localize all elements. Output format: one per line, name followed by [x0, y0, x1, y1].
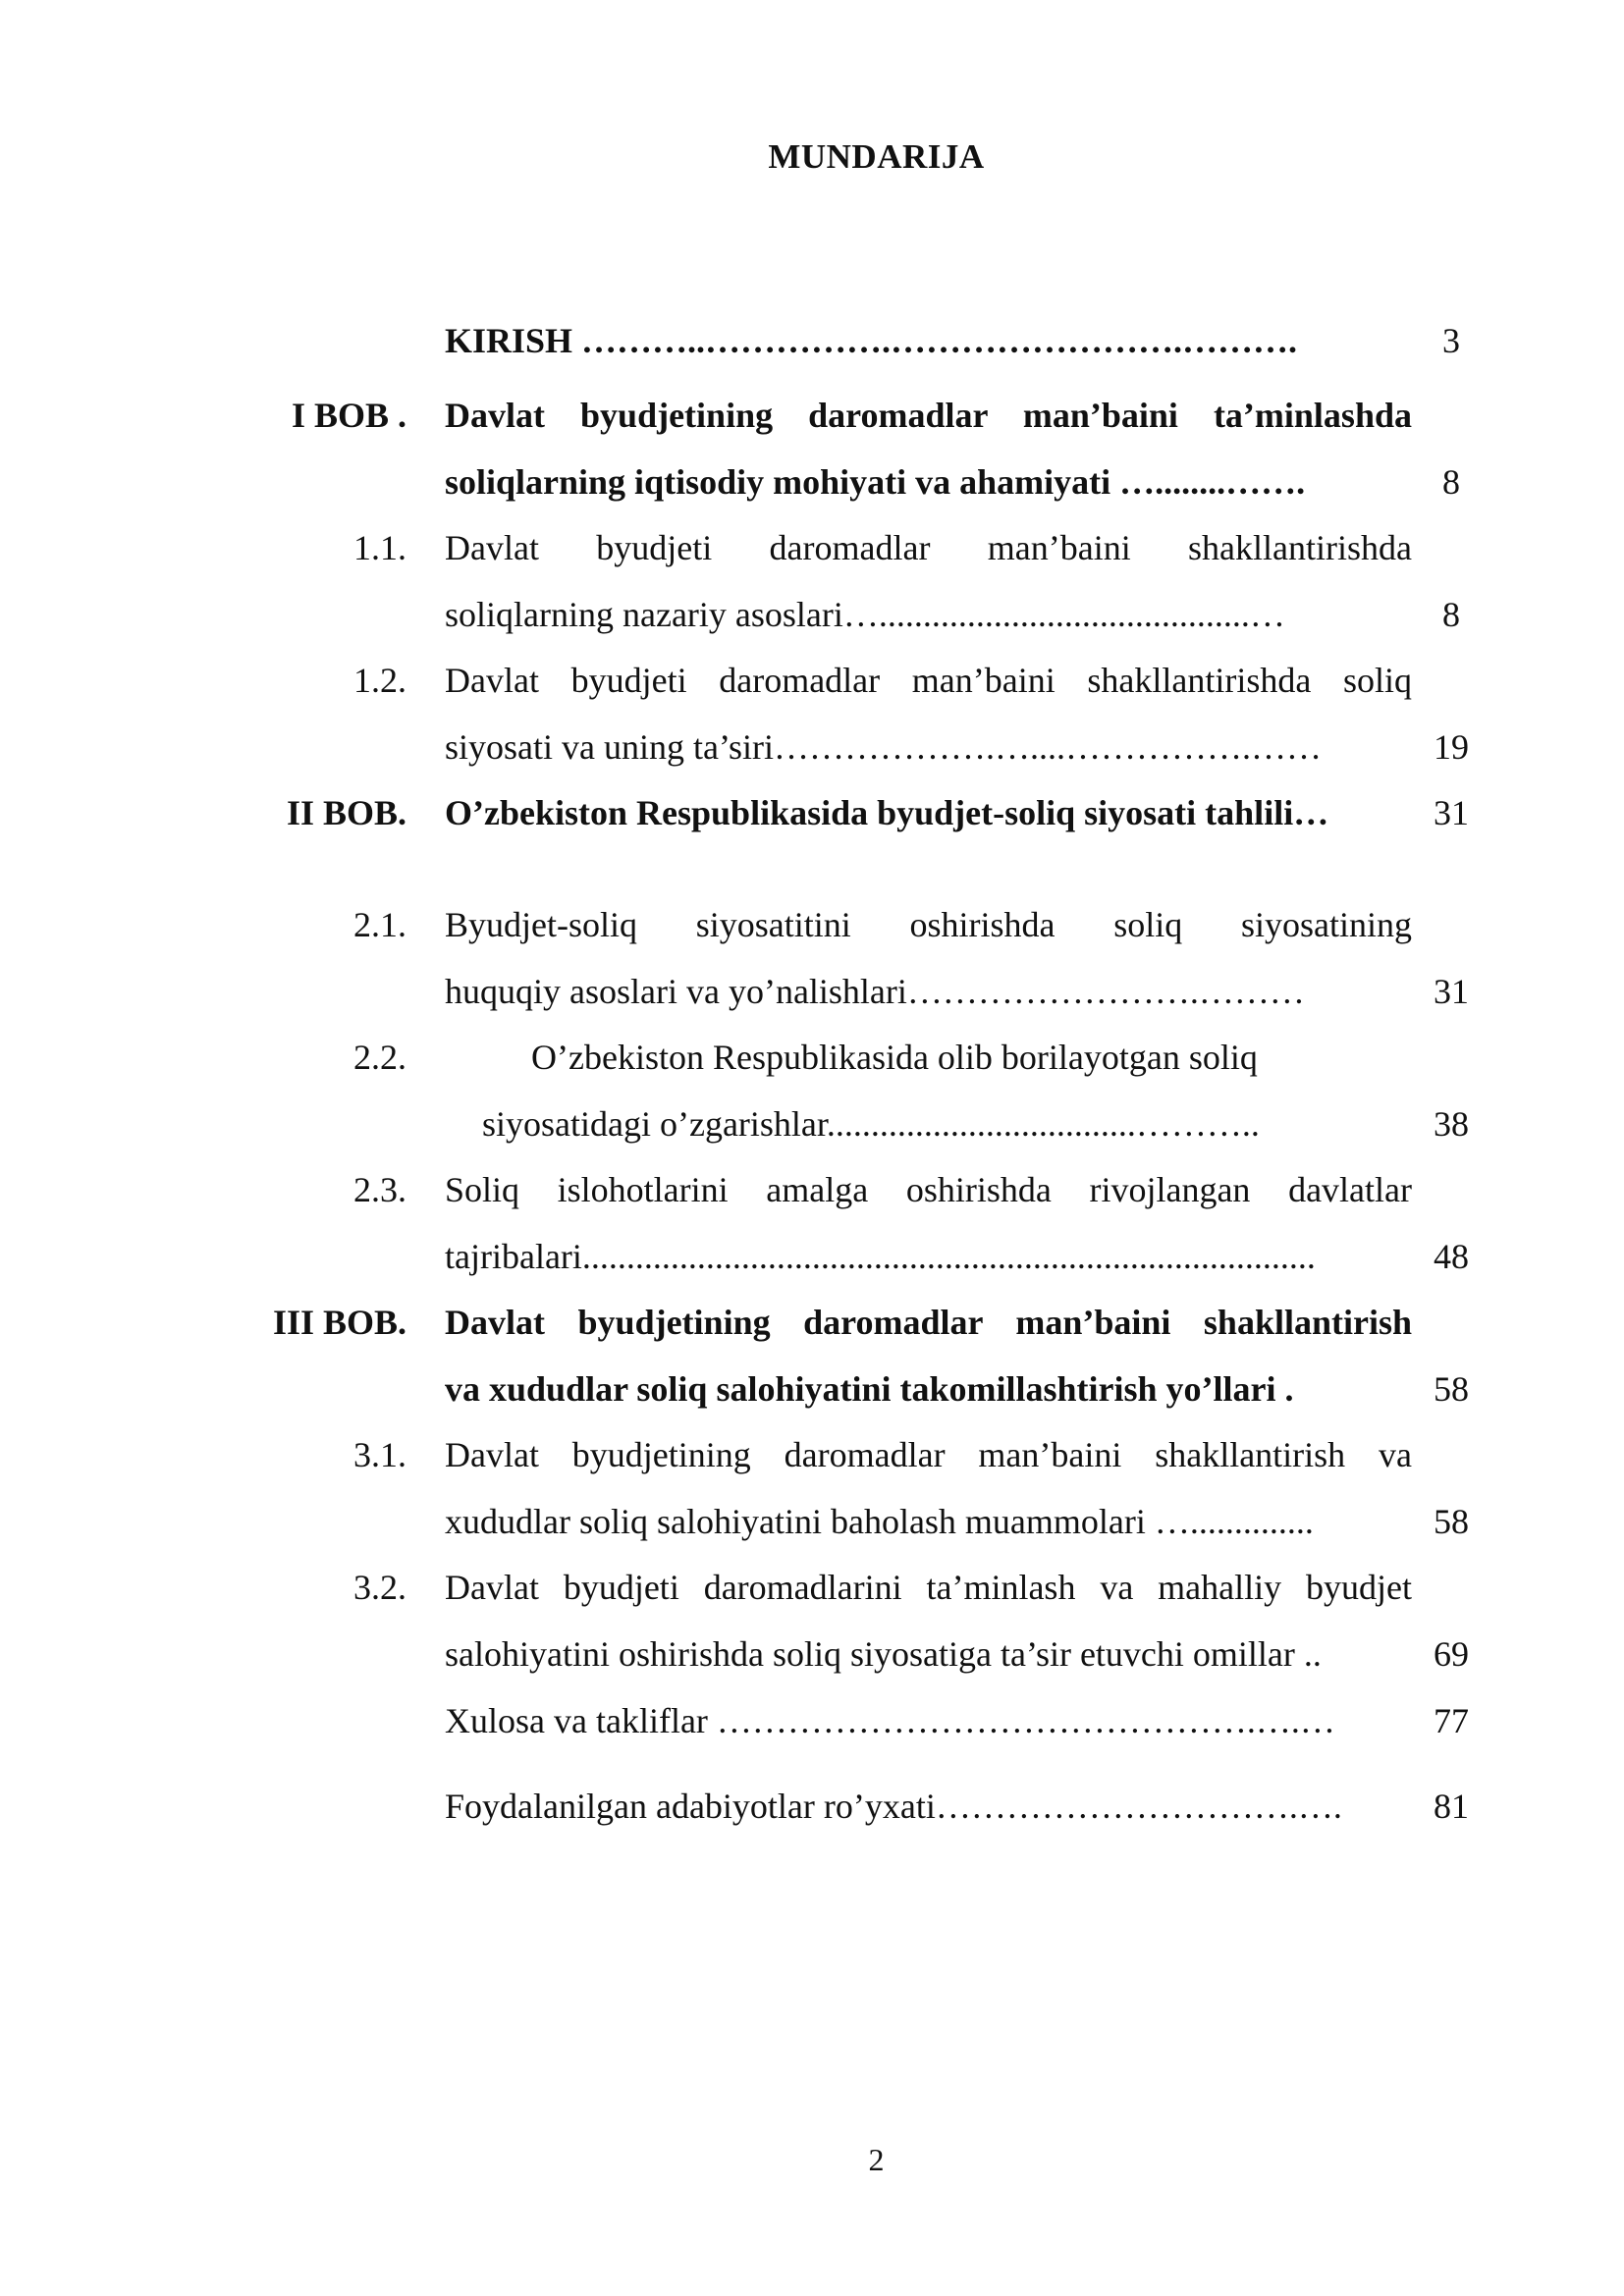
- toc-entry-page: 77: [1434, 1701, 1469, 1740]
- toc-entry-line: soliqlarning iqtisodiy mohiyati va ahamiyati …........…….: [445, 462, 1306, 502]
- toc-entry-line: Soliq islohotlarini amalga oshirishda rivojlangan davlatlar: [445, 1170, 1412, 1209]
- toc-entry-line: Davlat byudjetining daromadlar man’baini ta’minlashda: [445, 396, 1412, 435]
- toc-entry-page: 69: [1434, 1634, 1469, 1674]
- toc-entry-page: 8: [1442, 595, 1460, 634]
- toc-entry-line: tajribalari...................................................................................: [445, 1237, 1316, 1276]
- toc-entry-label: 2.3.: [353, 1170, 406, 1209]
- toc-entry-line: siyosati va uning ta’siri……………….…....…………….……: [445, 727, 1322, 767]
- toc-entry-label: 1.1.: [353, 528, 406, 567]
- toc-entry-label: II BOB.: [286, 793, 406, 832]
- toc-entry-line: Davlat byudjeti daromadlarini ta’minlash va mahalliy byudjet: [445, 1568, 1412, 1607]
- toc-entry-label: 3.1.: [353, 1435, 406, 1474]
- toc-entry-line: Davlat byudjetining daromadlar man’baini shakllantirish va: [445, 1435, 1412, 1474]
- toc-entry-page: 31: [1434, 972, 1469, 1011]
- toc-entry-line: Davlat byudjeti daromadlar man’baini shakllantirishda soliq: [445, 661, 1412, 700]
- toc-entry-page: 58: [1434, 1369, 1469, 1409]
- toc-entry-page: 81: [1434, 1787, 1469, 1826]
- toc-entry-page: 8: [1442, 462, 1460, 502]
- toc-entry-label: 2.1.: [353, 905, 406, 944]
- page-number: 2: [868, 2142, 885, 2177]
- toc-entry-line: KIRISH ………..…………….…………………….……….: [445, 321, 1298, 360]
- toc-entry-line: O’zbekiston Respublikasida olib borilayotgan soliq: [531, 1038, 1258, 1077]
- toc-entry-label: 3.2.: [353, 1568, 406, 1607]
- toc-entry-line: salohiyatini oshirishda soliq siyosatiga ta’sir etuvchi omillar ..: [445, 1634, 1322, 1674]
- toc-entry-label: III BOB.: [272, 1303, 406, 1342]
- toc-entry-line: Foydalanilgan adabiyotlar ro’yxati………………………….….: [445, 1787, 1342, 1826]
- toc-entry-line: va xududlar soliq salohiyatini takomillashtirish yo’llari .: [445, 1369, 1294, 1409]
- toc-entry-label: 1.2.: [353, 661, 406, 700]
- toc-entry-line: Davlat byudjetining daromadlar man’baini shakllantirish: [445, 1303, 1412, 1342]
- toc-entry-page: 38: [1434, 1104, 1469, 1144]
- toc-entry-page: 48: [1434, 1237, 1469, 1276]
- toc-entry-line: huquqiy asoslari va yo’nalishlari…………………….………: [445, 972, 1305, 1011]
- toc-entry-line: xududlar soliq salohiyatini baholash muammolari …..............: [445, 1502, 1314, 1541]
- toc-entry-line: Xulosa va takliflar ……………………………………….….…: [445, 1701, 1335, 1740]
- toc-entry-label: I BOB .: [291, 396, 406, 435]
- toc-entry-line: Byudjet-soliq siyosatitini oshirishda soliq siyosatining: [445, 905, 1412, 944]
- toc-entry-line: O’zbekiston Respublikasida byudjet-soliq siyosati tahlili…: [445, 793, 1329, 832]
- toc-entry-label: 2.2.: [353, 1038, 406, 1077]
- toc-entry-line: Davlat byudjeti daromadlar man’baini shakllantirishda: [445, 528, 1412, 567]
- page-title: MUNDARIJA: [768, 137, 985, 176]
- toc-entry-line: soliqlarning nazariy asoslari…..........................................…: [445, 595, 1285, 634]
- toc-entry-page: 19: [1434, 727, 1469, 767]
- toc-entry-page: 31: [1434, 793, 1469, 832]
- toc-entry-page: 3: [1442, 321, 1460, 360]
- toc-entry-page: 58: [1434, 1502, 1469, 1541]
- toc-entry-line: siyosatidagi o’zgarishlar...................................………..: [482, 1104, 1260, 1144]
